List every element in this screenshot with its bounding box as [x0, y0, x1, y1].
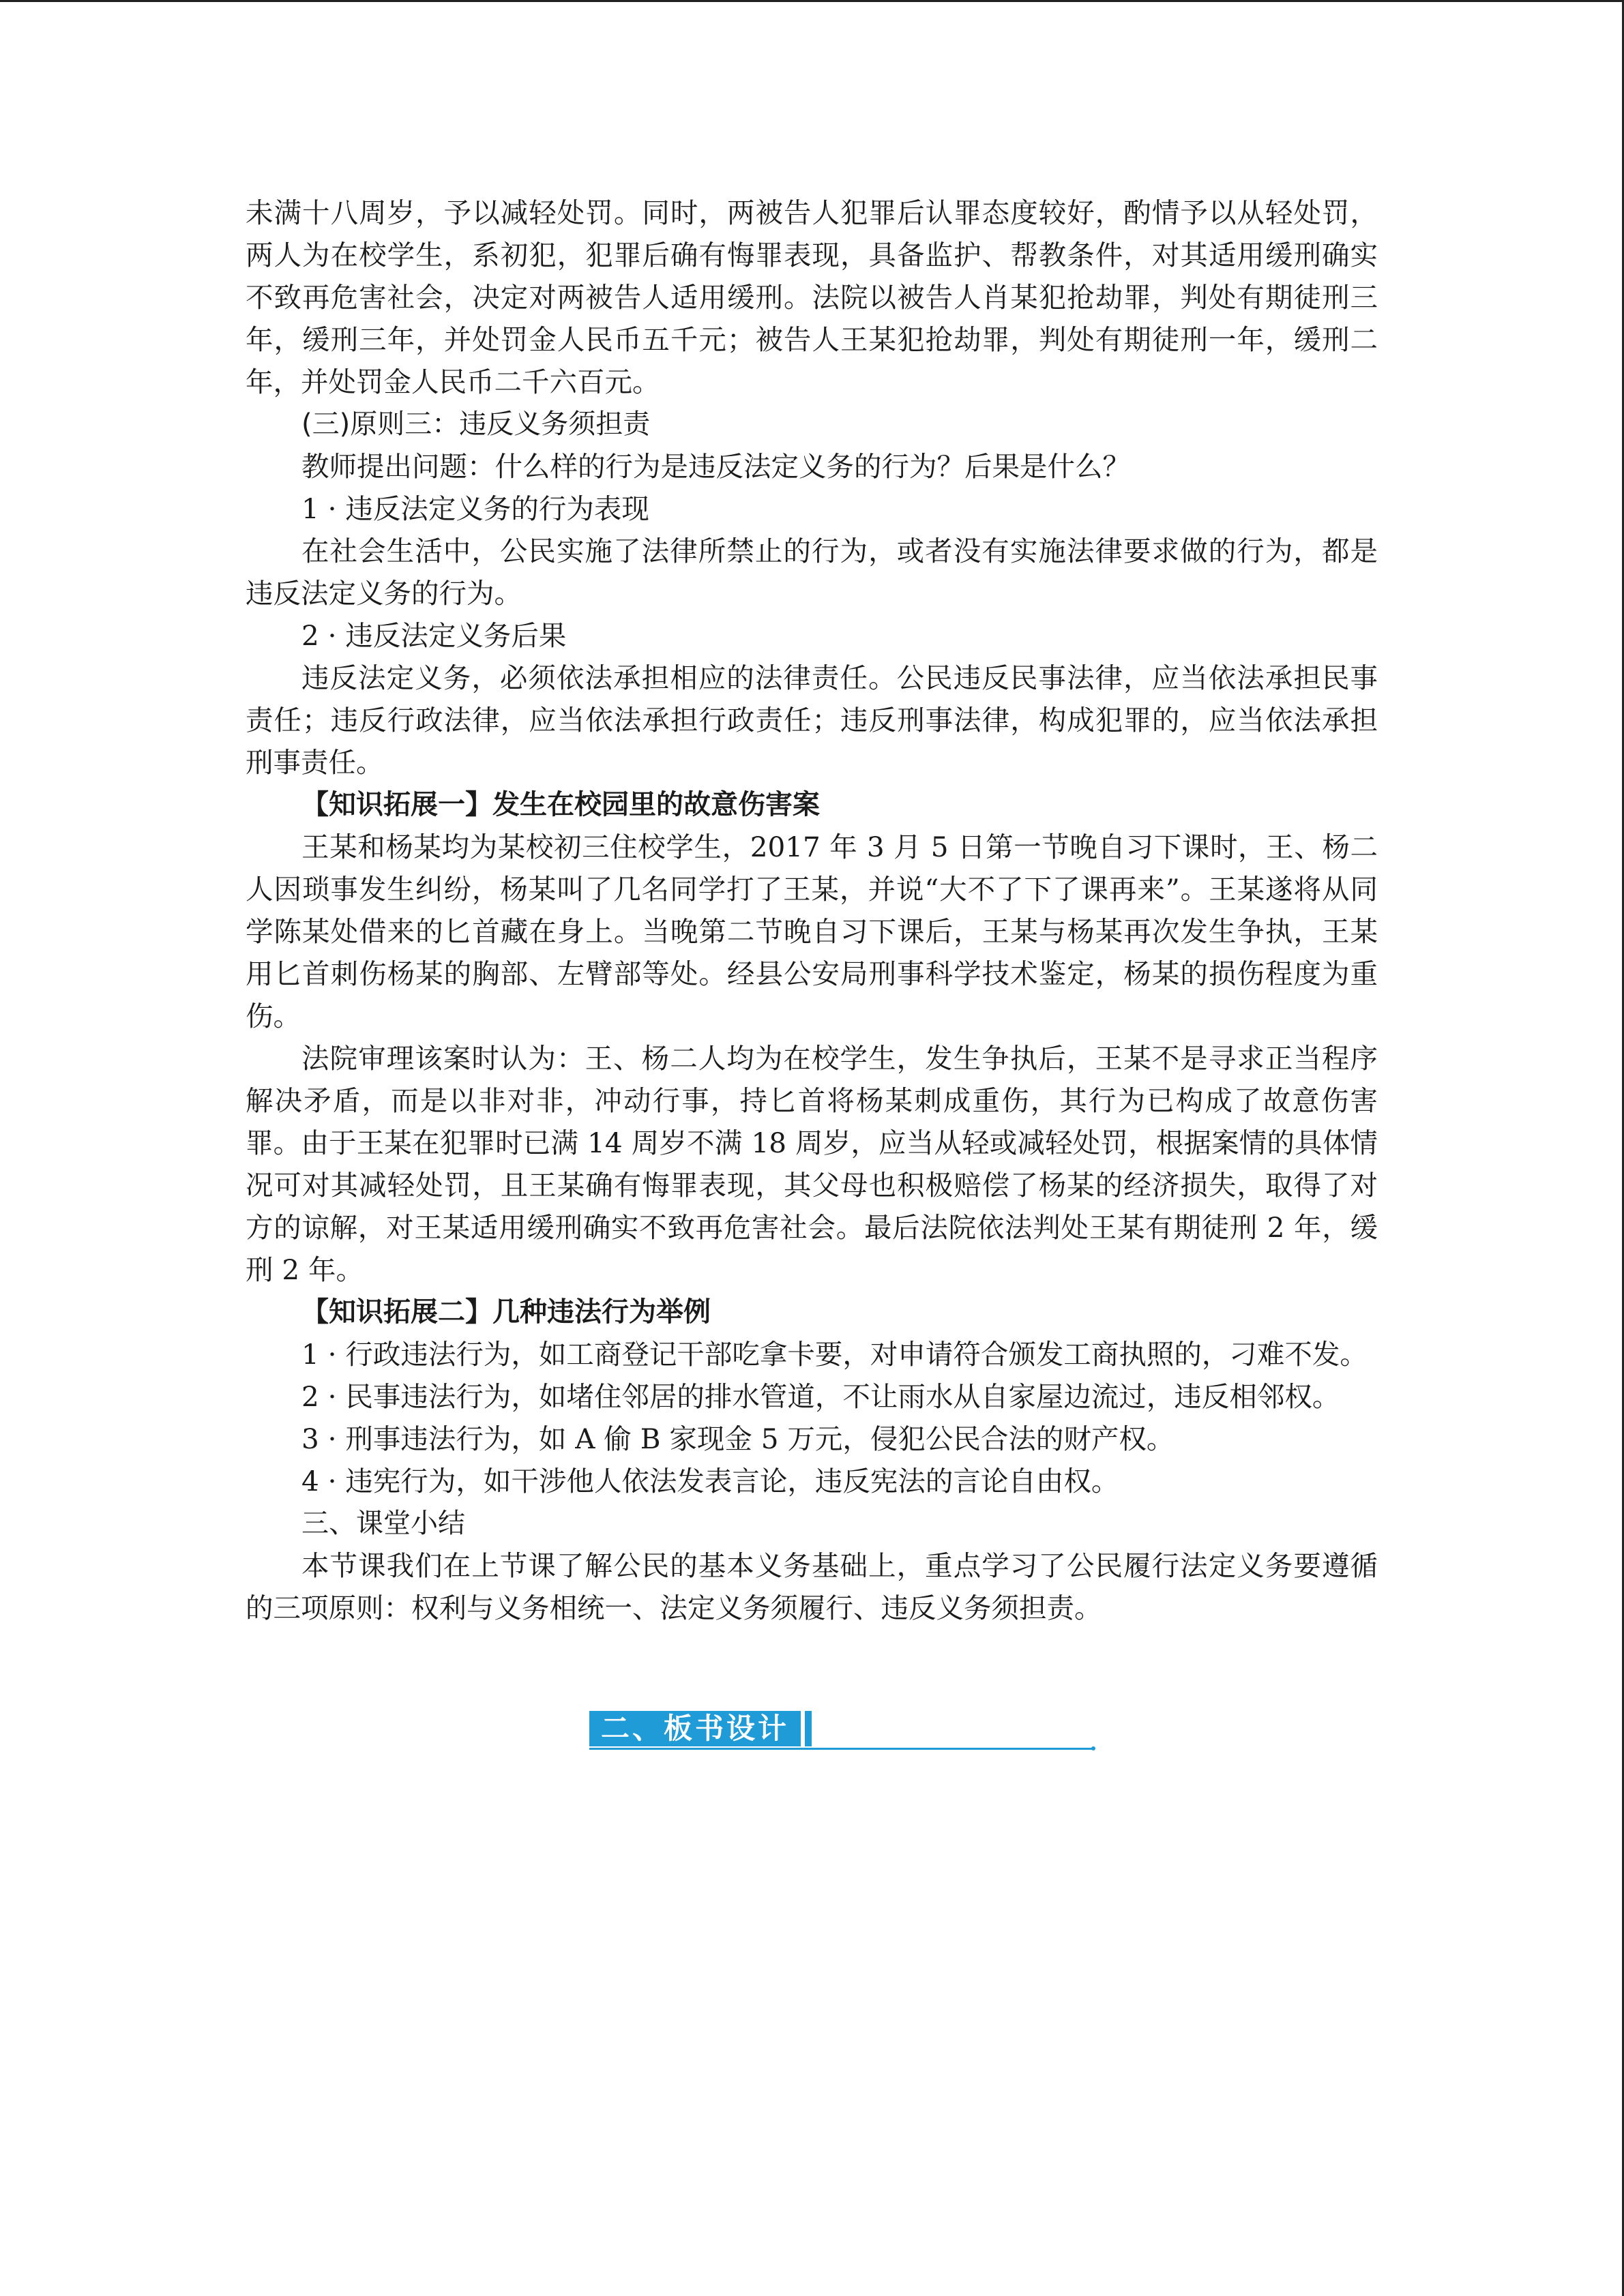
list-item-constitutional: 4 · 违宪行为，如干涉他人依法发表言论，违反宪法的言论自由权。 [301, 1465, 1119, 1497]
document-body [246, 192, 1378, 1629]
teacher-question: 教师提出问题：什么样的行为是违反法定义务的行为？后果是什么？ [301, 450, 1130, 483]
heading-knowledge-extension-one: 【知识拓展一】发生在校园里的故意伤害案 [301, 789, 820, 820]
heading-principle-three: (三)原则三：违反义务须担责 [301, 408, 651, 440]
banner-title: 二、板书设计 [600, 1712, 789, 1745]
list-item-criminal: 3 · 刑事违法行为，如 A 偷 B 家现金 5 万元，侵犯公民合法的财产权。 [301, 1422, 1175, 1455]
list-item-civil: 2 · 民事违法行为，如堵住邻居的排水管道，不让雨水从自家屋边流过，违反相邻权。 [301, 1380, 1340, 1413]
list-item-administrative: 1 · 行政违法行为，如工商登记干部吃拿卡要，对申请符合颁发工商执照的，刁难不发。 [301, 1338, 1368, 1371]
subheading-violation-consequence: 2 · 违反法定义务后果 [301, 619, 567, 652]
heading-knowledge-extension-two: 【知识拓展二】几种违法行为举例 [301, 1296, 711, 1328]
banner-underline [589, 1748, 1094, 1750]
subheading-violation-behavior: 1 · 违反法定义务的行为表现 [301, 492, 649, 525]
paragraph-violation-consequence: 违反法定义务，必须依法承担相应的法律责任。公民违反民事法律，应当依法承担民事责任；违反行政法律，应当依法承担行政责任；违反刑事法律，构成犯罪的，应当依法承担刑事责任。 [246, 661, 1378, 779]
paragraph-class-summary: 本节课我们在上节课了解公民的基本义务基础上，重点学习了公民履行法定义务要遵循的三项原则：权利与义务相统一、法定义务须履行、违反义务须担责。 [246, 1549, 1378, 1624]
paragraph-violation-behavior: 在社会生活中，公民实施了法律所禁止的行为，或者没有实施法律要求做的行为，都是违反法定义务的行为。 [246, 535, 1378, 610]
heading-class-summary: 三、课堂小结 [301, 1508, 465, 1539]
banner-line-end-dot [1091, 1746, 1095, 1750]
banner-accent-bar [805, 1711, 812, 1746]
section-banner [589, 1705, 1094, 1753]
paragraph-court-ruling: 法院审理该案时认为：王、杨二人均为在校学生，发生争执后，王某不是寻求正当程序解决矛盾，而是以非对非，冲动行事，持匕首将杨某刺成重伤，其行为已构成了故意伤害罪。由于王某在犯罪时已满 14 周岁不满 18 周岁，应当从轻或减轻处罚，根据案情的具体情况可对其减轻处罚，且王某确有悔罪表现，其父母也积极赔偿了杨某的经济损失，取得了对方的谅解，对王某适用缓刑确实不致再危害社会。最后法院依法判处王某有期徒刑 2 年，缓刑 2 年。 [246, 1042, 1378, 1286]
paragraph-case-verdict: 未满十八周岁，予以减轻处罚。同时，两被告人犯罪后认罪态度较好，酌情予以从轻处罚，两人为在校学生，系初犯，犯罪后确有悔罪表现，具备监护、帮教条件，对其适用缓刑确实不致再危害社会，决定对两被告人适用缓刑。法院以被告人肖某犯抢劫罪，判处有期徒刑三年，缓刑三年，并处罚金人民币五千元；被告人王某犯抢劫罪，判处有期徒刑一年，缓刑二年，并处罚金人民币二千六百元。 [246, 196, 1378, 398]
paragraph-school-case: 王某和杨某均为某校初三住校学生，2017 年 3 月 5 日第一节晚自习下课时，王、杨二人因琐事发生纠纷，杨某叫了几名同学打了王某，并说“大不了下了课再来”。王某遂将从同学陈某处借来的匕首藏在身上。当晚第二节晚自习下课后，王某与杨某再次发生争执，王某用匕首刺伤杨某的胸部、左臂部等处。经县公安局刑事科学技术鉴定，杨某的损伤程度为重伤。 [246, 831, 1378, 1032]
